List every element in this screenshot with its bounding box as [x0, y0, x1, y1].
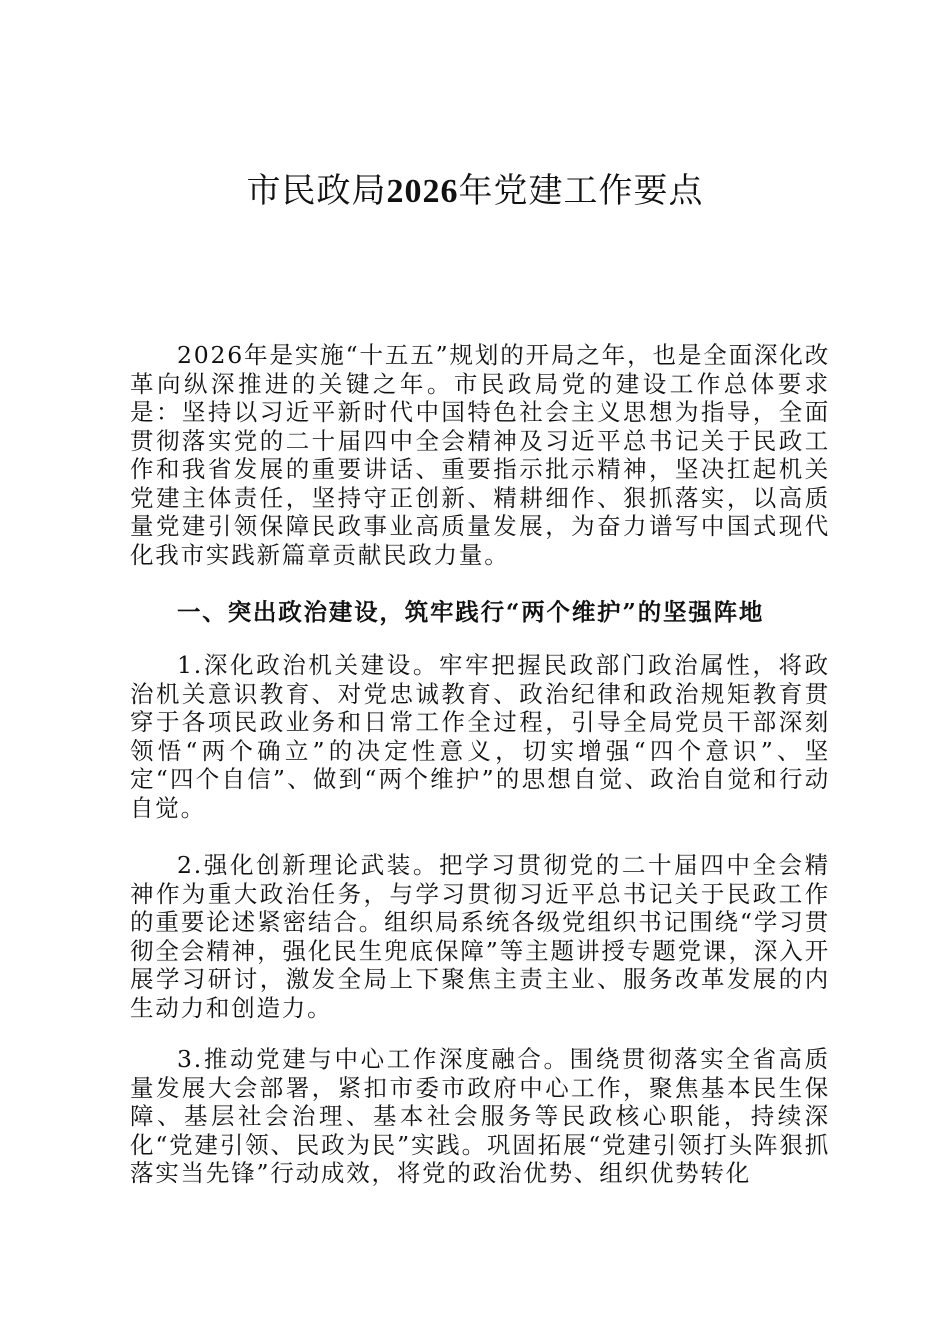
item-paragraph-3: 3.推动党建与中心工作深度融合。围绕贯彻落实全省高质量发展大会部署，紧扣市委市政府中心工作，聚焦基本民生保障、基层社会治理、基本社会服务等民政核心职能，持续深化“党建引领、民政为民”实践。巩固拓展“党建引领打头阵狠抓落实当先锋”行动成效，将党的政治优势、组织优势转化 — [130, 1045, 830, 1187]
intro-paragraph: 2026年是实施“十五五”规划的开局之年，也是全面深化改革向纵深推进的关键之年。市民政局党的建设工作总体要求是：坚持以习近平新时代中国特色社会主义思想为指导，全面贯彻落实党的二十届四中全会精神及习近平总书记关于民政工作和我省发展的重要讲话、重要指示批示精神，坚决扛起机关党建主体责任，坚持守正创新、精耕细作、狠抓落实，以高质量党建引领保障民政事业高质量发展，为奋力谱写中国式现代化我市实践新篇章贡献民政力量。 — [130, 341, 830, 569]
document-title — [0, 165, 950, 218]
title-prefix: 市民政局 — [246, 171, 387, 211]
section-heading-1: 一、突出政治建设，筑牢践行“两个维护”的坚强阵地 — [177, 598, 765, 626]
item-paragraph-1: 1.深化政治机关建设。牢牢把握民政部门政治属性，将政治机关意识教育、对党忠诚教育、政治纪律和政治规矩教育贯穿于各项民政业务和日常工作全过程，引导全局党员干部深刻领悟“两个确立”的决定性意义，切实增强“四个意识”、坚定“四个自信”、做到“两个维护”的思想自觉、政治自觉和行动自觉。 — [130, 651, 830, 822]
item-paragraph-2: 2.强化创新理论武装。把学习贯彻党的二十届四中全会精神作为重大政治任务，与学习贯彻习近平总书记关于民政工作的重要论述紧密结合。组织局系统各级党组织书记围绕“学习贯彻全会精神，强化民生兜底保障”等主题讲授专题党课，深入开展学习研讨，激发全局上下聚焦主责主业、服务改革发展的内生动力和创造力。 — [130, 851, 830, 1022]
title-suffix: 年党建工作要点 — [458, 171, 704, 211]
title-year: 2026 — [386, 173, 459, 210]
